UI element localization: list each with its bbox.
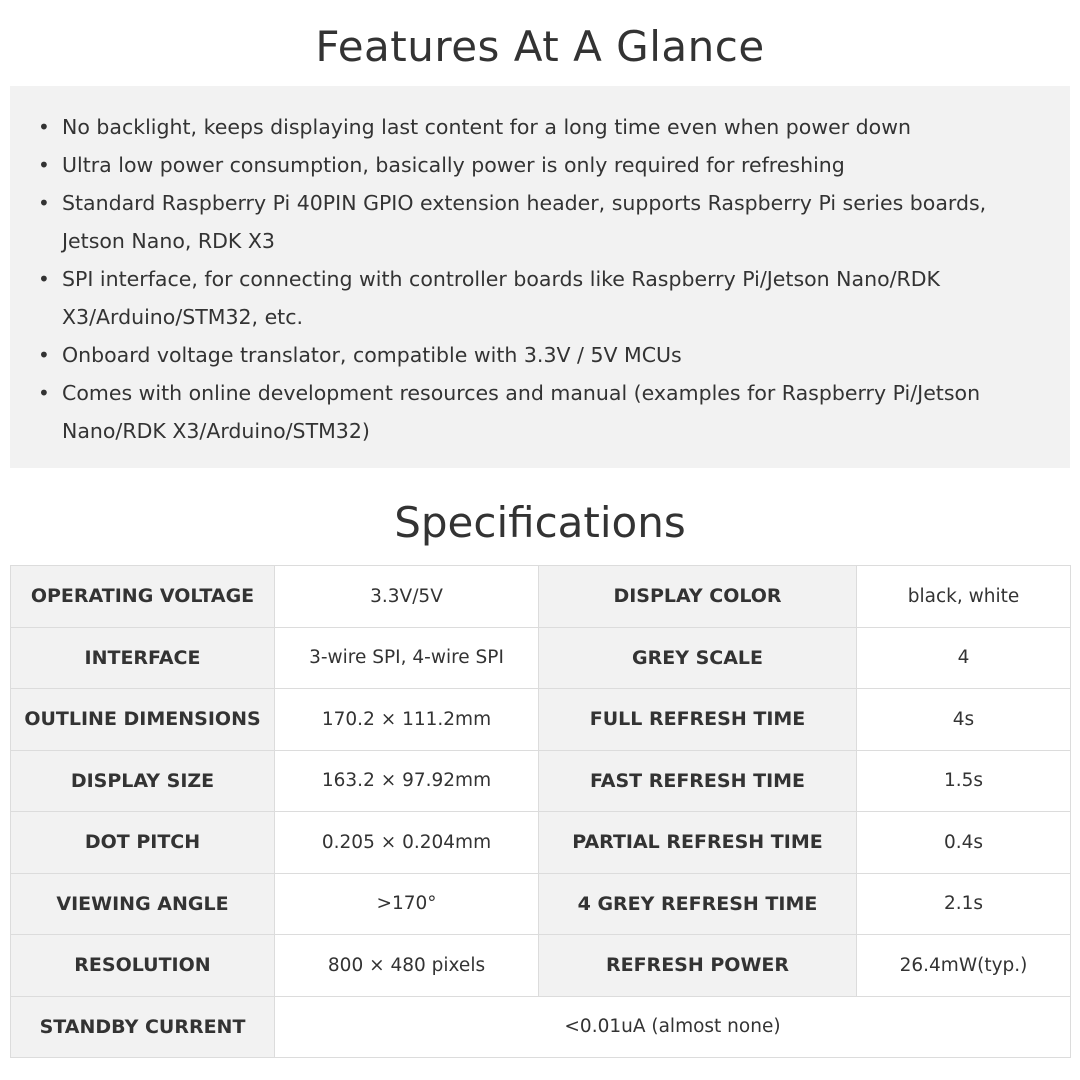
feature-text: Ultra low power consumption, basically power is only required for refreshing (62, 153, 845, 177)
spec-value: 0.4s (857, 812, 1071, 874)
table-row (11, 873, 1071, 935)
bullet-icon: • (38, 381, 50, 405)
table-row (11, 996, 1071, 1058)
features-panel (10, 86, 1070, 468)
spec-value: 1.5s (857, 750, 1071, 812)
spec-label: DISPLAY SIZE (11, 750, 275, 812)
spec-value: 3-wire SPI, 4-wire SPI (275, 627, 539, 689)
spec-label: STANDBY CURRENT (11, 996, 275, 1058)
spec-value: black, white (857, 566, 1071, 628)
table-row (11, 812, 1071, 874)
spec-label: FULL REFRESH TIME (539, 689, 857, 751)
table-row (11, 750, 1071, 812)
feature-item (38, 336, 1050, 374)
feature-item (38, 108, 1050, 146)
spec-label: RESOLUTION (11, 935, 275, 997)
spec-label: VIEWING ANGLE (11, 873, 275, 935)
spec-value: <0.01uA (almost none) (275, 996, 1071, 1058)
spec-value: 4s (857, 689, 1071, 751)
feature-text: SPI interface, for connecting with controller boards like Raspberry Pi/Jetson Nano/RDK X3/Arduino/STM32, etc. (62, 267, 940, 329)
spec-value: 163.2 × 97.92mm (275, 750, 539, 812)
spec-label: FAST REFRESH TIME (539, 750, 857, 812)
feature-text: No backlight, keeps displaying last content for a long time even when power down (62, 115, 911, 139)
bullet-icon: • (38, 153, 50, 177)
spec-value: 2.1s (857, 873, 1071, 935)
spec-label: OPERATING VOLTAGE (11, 566, 275, 628)
spec-label: GREY SCALE (539, 627, 857, 689)
table-row (11, 689, 1071, 751)
bullet-icon: • (38, 191, 50, 215)
spec-label: INTERFACE (11, 627, 275, 689)
feature-item (38, 184, 1050, 260)
bullet-icon: • (38, 267, 50, 291)
spec-value: 0.205 × 0.204mm (275, 812, 539, 874)
specifications-title: Specifications (394, 498, 686, 547)
bullet-icon: • (38, 115, 50, 139)
table-row (11, 566, 1071, 628)
spec-label: OUTLINE DIMENSIONS (11, 689, 275, 751)
table-row (11, 935, 1071, 997)
spec-label: 4 GREY REFRESH TIME (539, 873, 857, 935)
spec-label: REFRESH POWER (539, 935, 857, 997)
spec-label: DISPLAY COLOR (539, 566, 857, 628)
feature-text: Onboard voltage translator, compatible with 3.3V / 5V MCUs (62, 343, 682, 367)
table-row (11, 627, 1071, 689)
spec-value: 170.2 × 111.2mm (275, 689, 539, 751)
spec-value: 800 × 480 pixels (275, 935, 539, 997)
feature-text: Comes with online development resources and manual (examples for Raspberry Pi/Jetson Nano/RDK X3/Arduino/STM32) (62, 381, 981, 443)
features-list (38, 108, 1050, 450)
spec-value: 26.4mW(typ.) (857, 935, 1071, 997)
spec-label: DOT PITCH (11, 812, 275, 874)
feature-item (38, 374, 1050, 450)
spec-label: PARTIAL REFRESH TIME (539, 812, 857, 874)
feature-text: Standard Raspberry Pi 40PIN GPIO extension header, supports Raspberry Pi series boards, Jetson Nano, RDK X3 (62, 191, 987, 253)
spec-value: 3.3V/5V (275, 566, 539, 628)
features-title: Features At A Glance (315, 22, 765, 71)
spec-value: 4 (857, 627, 1071, 689)
bullet-icon: • (38, 343, 50, 367)
spec-value: >170° (275, 873, 539, 935)
specifications-table (10, 565, 1071, 1058)
feature-item (38, 146, 1050, 184)
feature-item (38, 260, 1050, 336)
